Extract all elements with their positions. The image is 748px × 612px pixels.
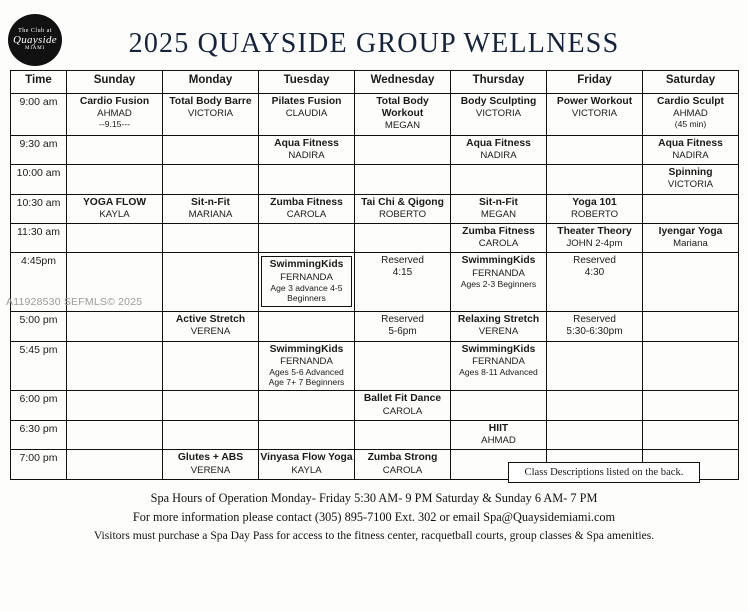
class-cell (163, 450, 259, 479)
class-cell (355, 341, 451, 391)
class-cell (163, 194, 259, 223)
class-cell (163, 94, 259, 136)
class-cell (355, 223, 451, 252)
class-note: Beginners (287, 293, 326, 303)
class-name: Yoga 101 (572, 196, 617, 208)
table-row (11, 312, 739, 342)
class-instructor: VERENA (190, 326, 231, 338)
logo-top-text: The Club at (18, 28, 52, 35)
class-name: Theater Theory (557, 225, 632, 237)
class-cell (259, 94, 355, 136)
class-cell (643, 165, 739, 194)
logo-main-text: Quayside (13, 33, 57, 46)
class-cell (259, 223, 355, 252)
column-header-friday: Friday (547, 71, 643, 94)
class-name: Relaxing Stretch (457, 314, 540, 326)
class-entry (164, 452, 257, 475)
class-name: SwimmingKids (269, 259, 344, 271)
column-header-time: Time (11, 71, 67, 94)
class-cell (547, 135, 643, 164)
class-cell (451, 420, 547, 449)
class-name: Power Workout (556, 96, 633, 107)
class-name: Reserved (381, 314, 424, 326)
class-cell (67, 94, 163, 136)
class-instructor: AHMAD (673, 108, 708, 120)
class-name: Tai Chi & Qigong (361, 196, 444, 208)
class-entry (548, 226, 641, 249)
class-instructor: 4:15 (392, 267, 413, 279)
class-note: --9.15--- (98, 119, 131, 130)
class-entry (548, 314, 641, 338)
class-name: HIIT (488, 422, 509, 434)
column-header-wednesday: Wednesday (355, 71, 451, 94)
time-label: 4:45pm (11, 253, 67, 312)
class-cell (547, 165, 643, 194)
class-entry (260, 452, 353, 475)
class-name: Reserved (573, 314, 616, 326)
class-cell (547, 94, 643, 136)
class-note: (45 min) (674, 119, 707, 130)
class-entry (260, 344, 353, 388)
class-cell (355, 450, 451, 479)
class-instructor: FERNANDA (280, 355, 333, 367)
time-label: 5:45 pm (11, 341, 67, 391)
class-instructor: VERENA (190, 464, 231, 476)
class-cell (355, 135, 451, 164)
class-name: Sit-n-Fit (479, 196, 518, 208)
class-instructor: VICTORIA (187, 108, 234, 120)
table-row (11, 94, 739, 136)
logo-sub-text: MIAMI (25, 46, 45, 52)
class-cell (67, 165, 163, 194)
class-entry (164, 96, 257, 119)
column-header-thursday: Thursday (451, 71, 547, 94)
class-note: Ages 2-3 Beginners (460, 278, 537, 289)
class-name: Spinning (668, 167, 713, 179)
class-cell (451, 135, 547, 164)
class-name: Zumba Strong (367, 452, 438, 464)
class-cell (67, 391, 163, 420)
class-cell (451, 165, 547, 194)
class-entry (356, 255, 449, 279)
class-entry (164, 314, 257, 337)
class-cell (259, 420, 355, 449)
class-cell (163, 253, 259, 312)
class-cell (451, 341, 547, 391)
class-name: SwimmingKids (461, 343, 536, 355)
class-name: Iyengar Yoga (658, 225, 723, 237)
class-instructor: VERENA (478, 326, 519, 338)
schedule-table-wrap (10, 70, 738, 480)
page-title: 2025 QUAYSIDE GROUP WELLNESS (128, 28, 620, 59)
class-cell (643, 391, 739, 420)
class-cell (163, 165, 259, 194)
class-note: Age 7+ 7 Beginners (268, 377, 345, 388)
class-instructor: Mariana (673, 238, 708, 250)
class-cell (643, 94, 739, 136)
table-row (11, 420, 739, 449)
class-cell (259, 165, 355, 194)
watermark-text: A11928530 SEFMLS© 2025 (6, 296, 143, 308)
class-entry (260, 138, 353, 161)
class-name: Aqua Fitness (466, 137, 531, 149)
class-instructor: AHMAD (481, 435, 516, 447)
class-cell (355, 253, 451, 312)
footer-info (0, 489, 748, 545)
class-entry (452, 423, 545, 446)
column-header-sunday: Sunday (67, 71, 163, 94)
class-note: Ages 5-6 Advanced (269, 367, 344, 378)
class-cell (643, 135, 739, 164)
class-cell (163, 391, 259, 420)
class-name: Zumba Fitness (462, 225, 535, 237)
class-cell (547, 312, 643, 342)
time-label: 7:00 pm (11, 450, 67, 479)
class-instructor: AHMAD (97, 108, 132, 120)
class-name: Glutes + ABS (177, 452, 244, 464)
class-cell (259, 450, 355, 479)
time-label: 6:30 pm (11, 420, 67, 449)
class-entry (262, 259, 351, 303)
class-entry (548, 96, 641, 119)
class-entry (356, 452, 449, 475)
class-cell (355, 391, 451, 420)
class-entry (356, 197, 449, 220)
class-entry (548, 197, 641, 220)
class-name: Ballet Fit Dance (363, 393, 442, 405)
class-instructor: CAROLA (478, 238, 519, 250)
class-cell (355, 94, 451, 136)
class-cell (451, 194, 547, 223)
class-instructor: 5-6pm (388, 325, 417, 337)
table-row (11, 341, 739, 391)
class-cell (259, 135, 355, 164)
class-instructor: 5:30-6:30pm (566, 325, 623, 337)
class-name: Cardio Fusion (79, 96, 150, 107)
class-name: SwimmingKids (269, 343, 344, 355)
class-entry (452, 96, 545, 119)
class-entry (644, 167, 737, 190)
table-header-row (11, 71, 739, 94)
class-cell (643, 253, 739, 312)
time-label: 11:30 am (11, 223, 67, 252)
class-cell (451, 253, 547, 312)
class-cell (67, 223, 163, 252)
class-name: Reserved (381, 255, 424, 267)
class-cell (547, 341, 643, 391)
class-name: Aqua Fitness (658, 137, 723, 149)
class-cell (163, 312, 259, 342)
time-label: 10:30 am (11, 194, 67, 223)
class-cell (547, 253, 643, 312)
class-instructor: NADIRA (288, 149, 325, 161)
class-cell (355, 194, 451, 223)
class-instructor: NADIRA (672, 149, 709, 161)
time-label: 9:00 am (11, 94, 67, 136)
class-instructor: MARIANA (188, 208, 233, 220)
class-entry (260, 96, 353, 119)
footer-contact: For more information please contact (305) 895-7100 Ext. 302 or email Spa@Quaysidemiami.com (132, 510, 616, 525)
class-descriptions-callout: Class Descriptions listed on the back. (508, 462, 700, 483)
class-instructor: VICTORIA (667, 179, 714, 191)
table-row (11, 223, 739, 252)
class-entry (356, 314, 449, 338)
class-cell (643, 420, 739, 449)
class-name: Reserved (573, 255, 616, 267)
class-cell (355, 312, 451, 342)
class-instructor: KAYLA (99, 208, 130, 220)
class-cell (547, 223, 643, 252)
class-entry (356, 393, 449, 416)
class-cell (67, 135, 163, 164)
footer-hours: Spa Hours of Operation Monday- Friday 5:30 AM- 9 PM Saturday & Sunday 6 AM- 7 PM (150, 491, 598, 505)
class-cell (259, 341, 355, 391)
column-header-monday: Monday (163, 71, 259, 94)
class-cell (163, 135, 259, 164)
class-note: Ages 8-11 Advanced (459, 367, 538, 378)
class-instructor: CAROLA (382, 405, 423, 417)
class-cell (643, 223, 739, 252)
class-cell (67, 341, 163, 391)
class-name: Vinyasa Flow Yoga (260, 452, 353, 464)
class-cell (259, 253, 355, 312)
class-cell (547, 194, 643, 223)
class-cell (163, 223, 259, 252)
class-entry (68, 197, 161, 220)
class-name: Total Body Workout (376, 96, 429, 120)
class-cell (355, 420, 451, 449)
column-header-tuesday: Tuesday (259, 71, 355, 94)
class-instructor: MEGAN (480, 208, 517, 220)
time-label: 9:30 am (11, 135, 67, 164)
class-entry (452, 344, 545, 378)
class-cell (451, 223, 547, 252)
class-cell (163, 341, 259, 391)
class-cell (355, 165, 451, 194)
class-note: Age 3 advance 4-5 (270, 282, 343, 293)
class-entry (452, 314, 545, 337)
class-name: YOGA FLOW (82, 196, 147, 208)
class-instructor: NADIRA (480, 149, 517, 161)
class-name: Cardio Sculpt (657, 96, 724, 107)
class-instructor: VICTORIA (571, 108, 618, 120)
footer-daypass-note: Visitors must purchase a Spa Day Pass for access to the fitness center, racquetball courts, group classes & Spa amenities. (93, 529, 655, 543)
class-entry (356, 96, 449, 132)
class-name: Total Body Barre (169, 96, 252, 107)
class-name: Body Sculpting (460, 96, 537, 107)
class-instructor: ROBERTO (378, 208, 427, 220)
class-entry (644, 226, 737, 249)
class-instructor: MEGAN (384, 120, 421, 132)
class-cell (259, 391, 355, 420)
class-entry (452, 255, 545, 289)
class-instructor: ROBERTO (570, 208, 619, 220)
class-cell (259, 312, 355, 342)
class-name: Active Stretch (175, 314, 246, 326)
schedule-table (10, 70, 739, 480)
class-instructor: CAROLA (286, 208, 327, 220)
class-entry (164, 197, 257, 220)
class-cell (643, 194, 739, 223)
class-entry (452, 197, 545, 220)
class-instructor: FERNANDA (280, 271, 333, 283)
table-row (11, 135, 739, 164)
class-instructor: FERNANDA (472, 355, 525, 367)
class-entry (452, 138, 545, 161)
boxed-class-entry (261, 256, 352, 307)
class-entry (644, 96, 737, 130)
class-instructor: JOHN 2-4pm (566, 238, 623, 250)
class-entry (260, 197, 353, 220)
class-name: Pilates Fusion (271, 96, 342, 107)
class-cell (67, 420, 163, 449)
class-cell (451, 391, 547, 420)
class-cell (547, 391, 643, 420)
class-instructor: KAYLA (291, 464, 322, 476)
class-instructor: VICTORIA (475, 108, 522, 120)
table-body (11, 94, 739, 480)
class-cell (67, 312, 163, 342)
class-name: Sit-n-Fit (191, 196, 230, 208)
class-entry (644, 138, 737, 161)
time-label: 5:00 pm (11, 312, 67, 342)
table-row (11, 194, 739, 223)
class-cell (67, 450, 163, 479)
class-cell (451, 94, 547, 136)
class-cell (259, 194, 355, 223)
class-cell (451, 312, 547, 342)
class-cell (643, 341, 739, 391)
class-name: SwimmingKids (461, 255, 536, 267)
class-instructor: CAROLA (382, 464, 423, 476)
class-cell (163, 420, 259, 449)
class-name: Aqua Fitness (274, 137, 339, 149)
class-cell (67, 194, 163, 223)
column-header-saturday: Saturday (643, 71, 739, 94)
class-name: Zumba Fitness (270, 196, 343, 208)
table-row (11, 165, 739, 194)
class-cell (547, 420, 643, 449)
class-entry (548, 255, 641, 279)
class-cell (643, 312, 739, 342)
class-instructor: 4:30 (584, 267, 605, 279)
class-instructor: CLAUDIA (285, 108, 328, 120)
class-entry (452, 226, 545, 249)
table-row (11, 391, 739, 420)
time-label: 10:00 am (11, 165, 67, 194)
class-instructor: FERNANDA (472, 267, 525, 279)
time-label: 6:00 pm (11, 391, 67, 420)
class-entry (68, 96, 161, 130)
